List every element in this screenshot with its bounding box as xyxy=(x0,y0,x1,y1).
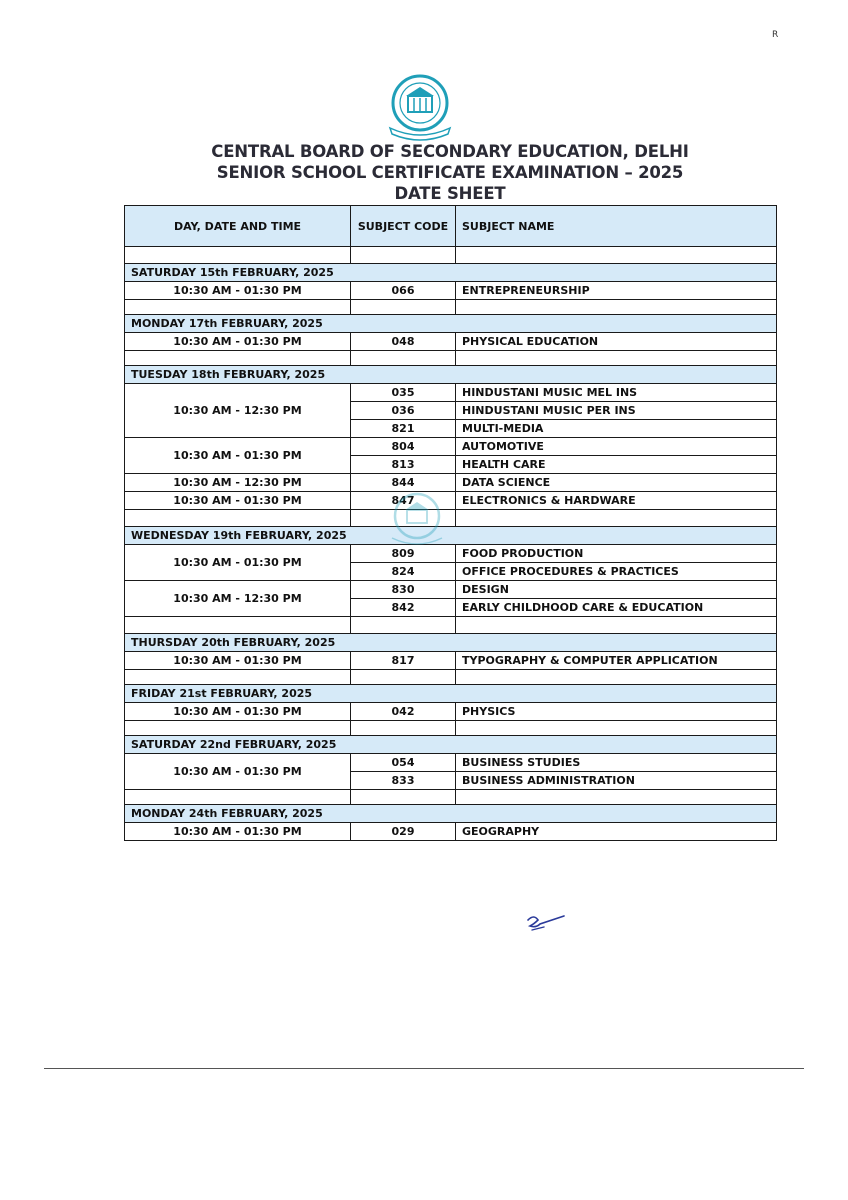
exam-time: 10:30 AM - 12:30 PM xyxy=(125,581,351,617)
exam-time: 10:30 AM - 01:30 PM xyxy=(125,438,351,474)
blank-cell xyxy=(125,721,351,736)
blank-row xyxy=(125,300,777,315)
blank-cell xyxy=(125,300,351,315)
blank-row xyxy=(125,617,777,634)
subject-name: HINDUSTANI MUSIC PER INS xyxy=(456,402,777,420)
day-row xyxy=(125,634,777,652)
blank-row xyxy=(125,670,777,685)
blank-cell xyxy=(125,790,351,805)
subject-name: BUSINESS STUDIES xyxy=(456,754,777,772)
blank-cell xyxy=(351,721,456,736)
blank-cell xyxy=(125,617,351,634)
blank-cell xyxy=(456,510,777,527)
table-row xyxy=(125,823,777,841)
exam-day-label: FRIDAY 21st FEBRUARY, 2025 xyxy=(125,685,777,703)
exam-time: 10:30 AM - 01:30 PM xyxy=(125,545,351,581)
subject-code: 048 xyxy=(351,333,456,351)
subject-code: 833 xyxy=(351,772,456,790)
subject-name: PHYSICS xyxy=(456,703,777,721)
blank-cell xyxy=(351,351,456,366)
subject-name: ELECTRONICS & HARDWARE xyxy=(456,492,777,510)
signature-mark-icon xyxy=(524,912,568,934)
column-header-name: SUBJECT NAME xyxy=(456,206,777,247)
table-row xyxy=(125,282,777,300)
blank-cell xyxy=(351,670,456,685)
blank-cell xyxy=(125,247,351,264)
subject-code: 029 xyxy=(351,823,456,841)
subject-code: 036 xyxy=(351,402,456,420)
table-header-row xyxy=(125,206,777,247)
blank-cell xyxy=(456,247,777,264)
subject-name: EARLY CHILDHOOD CARE & EDUCATION xyxy=(456,599,777,617)
subject-code: 844 xyxy=(351,474,456,492)
exam-day-label: SATURDAY 22nd FEBRUARY, 2025 xyxy=(125,736,777,754)
subject-name: OFFICE PROCEDURES & PRACTICES xyxy=(456,563,777,581)
sheet-title: DATE SHEET xyxy=(394,184,506,203)
day-row xyxy=(125,264,777,282)
cbse-logo-icon xyxy=(376,70,464,144)
exam-time: 10:30 AM - 01:30 PM xyxy=(125,282,351,300)
table-row xyxy=(125,438,777,456)
blank-cell xyxy=(125,510,351,527)
exam-title: SENIOR SCHOOL CERTIFICATE EXAMINATION – 2025 xyxy=(216,163,684,182)
subject-code: 824 xyxy=(351,563,456,581)
exam-time: 10:30 AM - 12:30 PM xyxy=(125,384,351,438)
subject-name: ENTREPRENEURSHIP xyxy=(456,282,777,300)
subject-name: HEALTH CARE xyxy=(456,456,777,474)
blank-row xyxy=(125,790,777,805)
day-row xyxy=(125,366,777,384)
subject-code: 821 xyxy=(351,420,456,438)
exam-day-label: THURSDAY 20th FEBRUARY, 2025 xyxy=(125,634,777,652)
blank-cell xyxy=(351,790,456,805)
board-title: CENTRAL BOARD OF SECONDARY EDUCATION, DELHI xyxy=(211,142,689,161)
subject-code: 842 xyxy=(351,599,456,617)
table-row xyxy=(125,703,777,721)
subject-code: 035 xyxy=(351,384,456,402)
subject-code: 809 xyxy=(351,545,456,563)
day-row xyxy=(125,805,777,823)
day-row xyxy=(125,315,777,333)
corner-mark: R xyxy=(772,30,779,40)
document-heading xyxy=(120,141,780,204)
blank-cell xyxy=(125,351,351,366)
column-header-day: DAY, DATE AND TIME xyxy=(125,206,351,247)
subject-name: MULTI-MEDIA xyxy=(456,420,777,438)
exam-time: 10:30 AM - 12:30 PM xyxy=(125,474,351,492)
exam-time: 10:30 AM - 01:30 PM xyxy=(125,703,351,721)
exam-time: 10:30 AM - 01:30 PM xyxy=(125,652,351,670)
exam-day-label: WEDNESDAY 19th FEBRUARY, 2025 xyxy=(125,527,777,545)
blank-cell xyxy=(456,670,777,685)
subject-name: AUTOMOTIVE xyxy=(456,438,777,456)
blank-row xyxy=(125,721,777,736)
blank-cell xyxy=(351,300,456,315)
table-row xyxy=(125,652,777,670)
exam-time: 10:30 AM - 01:30 PM xyxy=(125,754,351,790)
table-row xyxy=(125,754,777,772)
subject-name: HINDUSTANI MUSIC MEL INS xyxy=(456,384,777,402)
blank-cell xyxy=(456,721,777,736)
exam-day-label: MONDAY 24th FEBRUARY, 2025 xyxy=(125,805,777,823)
blank-row xyxy=(125,351,777,366)
exam-time: 10:30 AM - 01:30 PM xyxy=(125,823,351,841)
subject-code: 817 xyxy=(351,652,456,670)
blank-cell xyxy=(456,790,777,805)
subject-name: TYPOGRAPHY & COMPUTER APPLICATION xyxy=(456,652,777,670)
subject-code: 813 xyxy=(351,456,456,474)
day-row xyxy=(125,685,777,703)
blank-cell xyxy=(456,617,777,634)
subject-name: DESIGN xyxy=(456,581,777,599)
watermark-logo-icon xyxy=(380,488,454,550)
exam-day-label: SATURDAY 15th FEBRUARY, 2025 xyxy=(125,264,777,282)
subject-code: 804 xyxy=(351,438,456,456)
blank-cell xyxy=(351,247,456,264)
subject-name: PHYSICAL EDUCATION xyxy=(456,333,777,351)
exam-day-label: TUESDAY 18th FEBRUARY, 2025 xyxy=(125,366,777,384)
exam-time: 10:30 AM - 01:30 PM xyxy=(125,492,351,510)
blank-cell xyxy=(351,617,456,634)
column-header-code: SUBJECT CODE xyxy=(351,206,456,247)
blank-row xyxy=(125,247,777,264)
exam-day-label: MONDAY 17th FEBRUARY, 2025 xyxy=(125,315,777,333)
subject-code: 054 xyxy=(351,754,456,772)
blank-cell xyxy=(125,670,351,685)
subject-name: DATA SCIENCE xyxy=(456,474,777,492)
table-row xyxy=(125,384,777,402)
subject-code: 830 xyxy=(351,581,456,599)
subject-code: 066 xyxy=(351,282,456,300)
subject-name: BUSINESS ADMINISTRATION xyxy=(456,772,777,790)
blank-cell xyxy=(456,300,777,315)
subject-name: FOOD PRODUCTION xyxy=(456,545,777,563)
subject-name: GEOGRAPHY xyxy=(456,823,777,841)
table-row xyxy=(125,333,777,351)
exam-time: 10:30 AM - 01:30 PM xyxy=(125,333,351,351)
bottom-rule xyxy=(44,1068,804,1069)
subject-code: 042 xyxy=(351,703,456,721)
blank-cell xyxy=(456,351,777,366)
day-row xyxy=(125,736,777,754)
subject-code: 847 xyxy=(351,492,456,510)
table-row xyxy=(125,581,777,599)
